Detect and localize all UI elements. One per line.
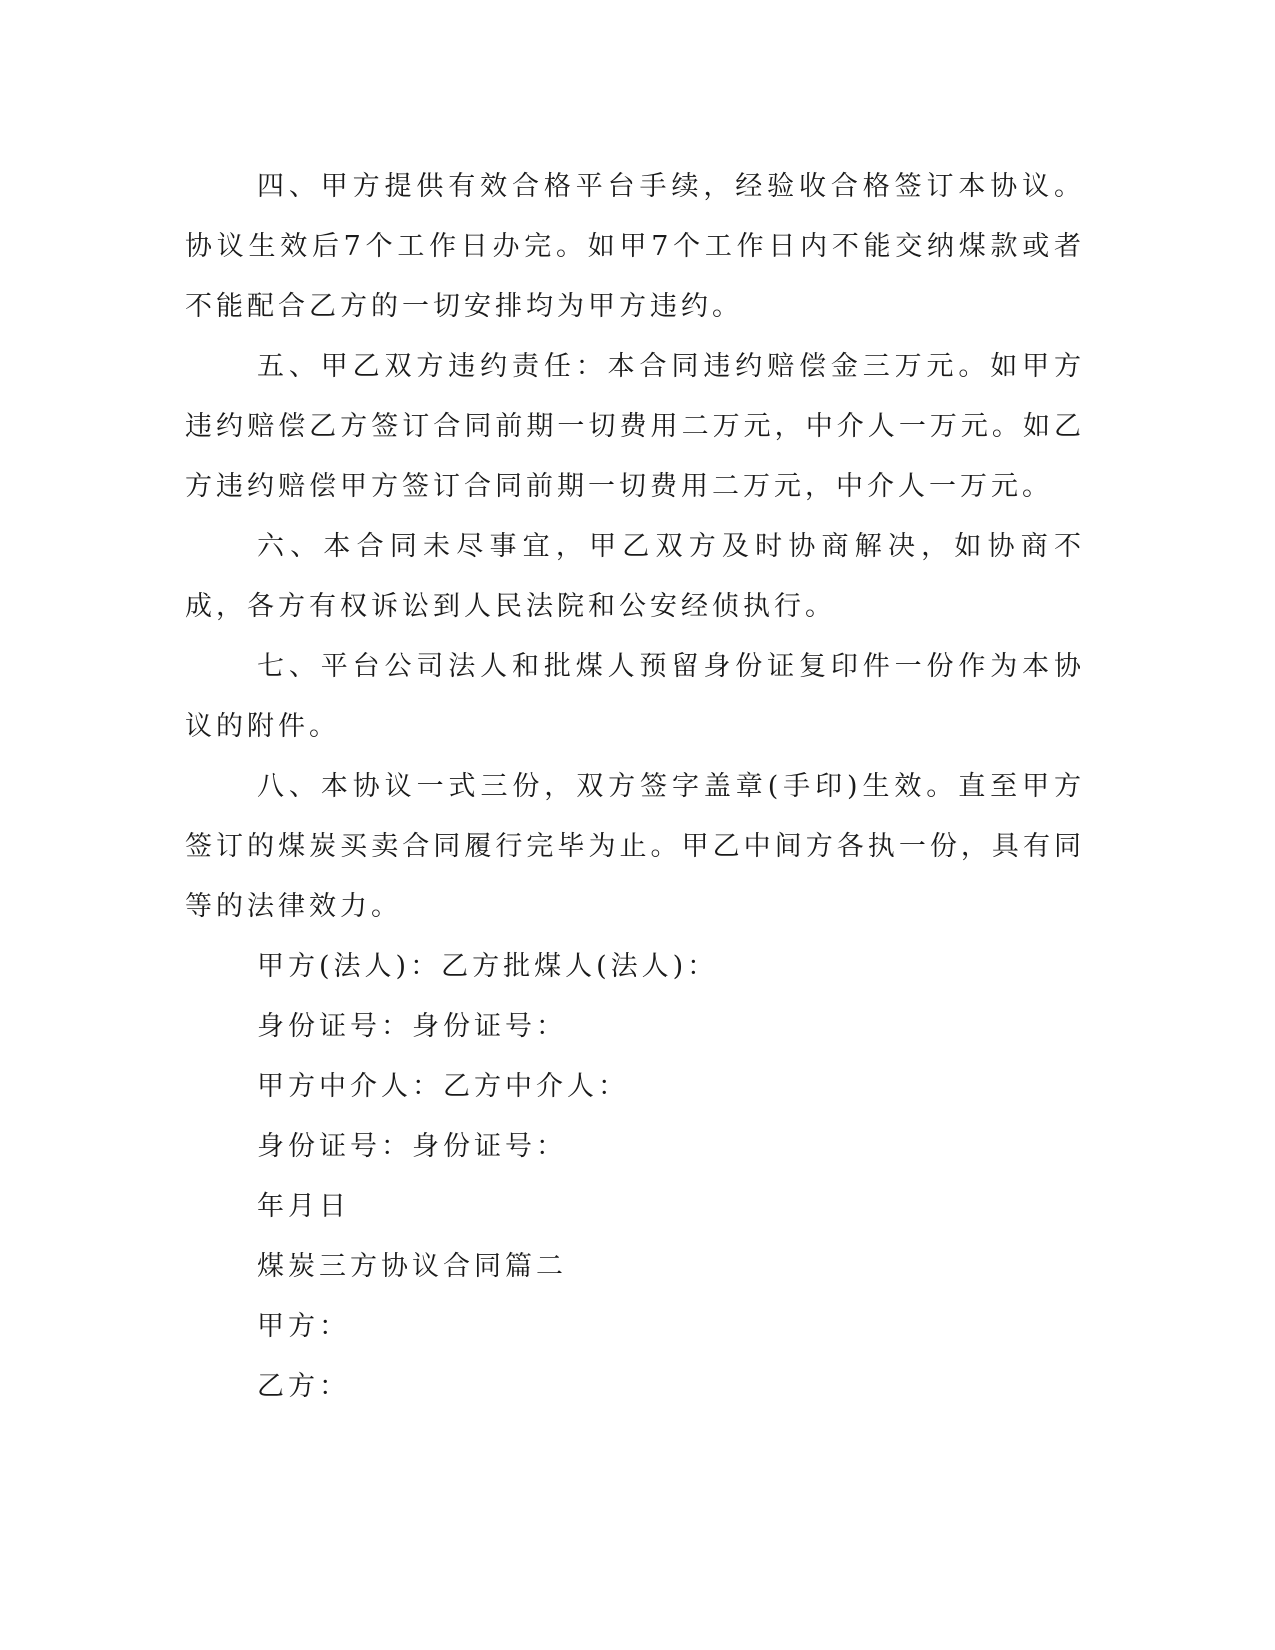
intermediary-id-line: 身份证号：身份证号： [257,1131,567,1162]
intermediary-line: 甲方中介人：乙方中介人： [257,1071,629,1102]
party-legal-line: 甲方(法人)：乙方批煤人(法人)： [257,951,719,982]
clause-six: 六、本合同未尽事宜，甲乙双方及时协商解决，如协商不成，各方有权诉讼到人民法院和公安经侦执行。 [185,531,1085,622]
section-title: 煤炭三方协议合同篇二 [257,1251,567,1282]
clause-four: 四、甲方提供有效合格平台手续，经验收合格签订本协议。协议生效后7个工作日办完。如甲7个工作日内不能交纳煤款或者不能配合乙方的一切安排均为甲方违约。 [185,171,1085,322]
party-b-line: 乙方： [257,1371,350,1402]
id-number-line: 身份证号：身份证号： [257,1011,567,1042]
clause-eight: 八、本协议一式三份，双方签字盖章(手印)生效。直至甲方签订的煤炭买卖合同履行完毕为止。甲乙中间方各执一份，具有同等的法律效力。 [185,771,1085,922]
clause-five: 五、甲乙双方违约责任：本合同违约赔偿金三万元。如甲方违约赔偿乙方签订合同前期一切费用二万元，中介人一万元。如乙方违约赔偿甲方签订合同前期一切费用二万元，中介人一万元。 [185,351,1085,502]
date-line: 年月日 [257,1191,350,1222]
document-body [185,157,1085,1417]
party-a-line: 甲方： [257,1311,350,1342]
clause-seven: 七、平台公司法人和批煤人预留身份证复印件一份作为本协议的附件。 [185,651,1085,742]
